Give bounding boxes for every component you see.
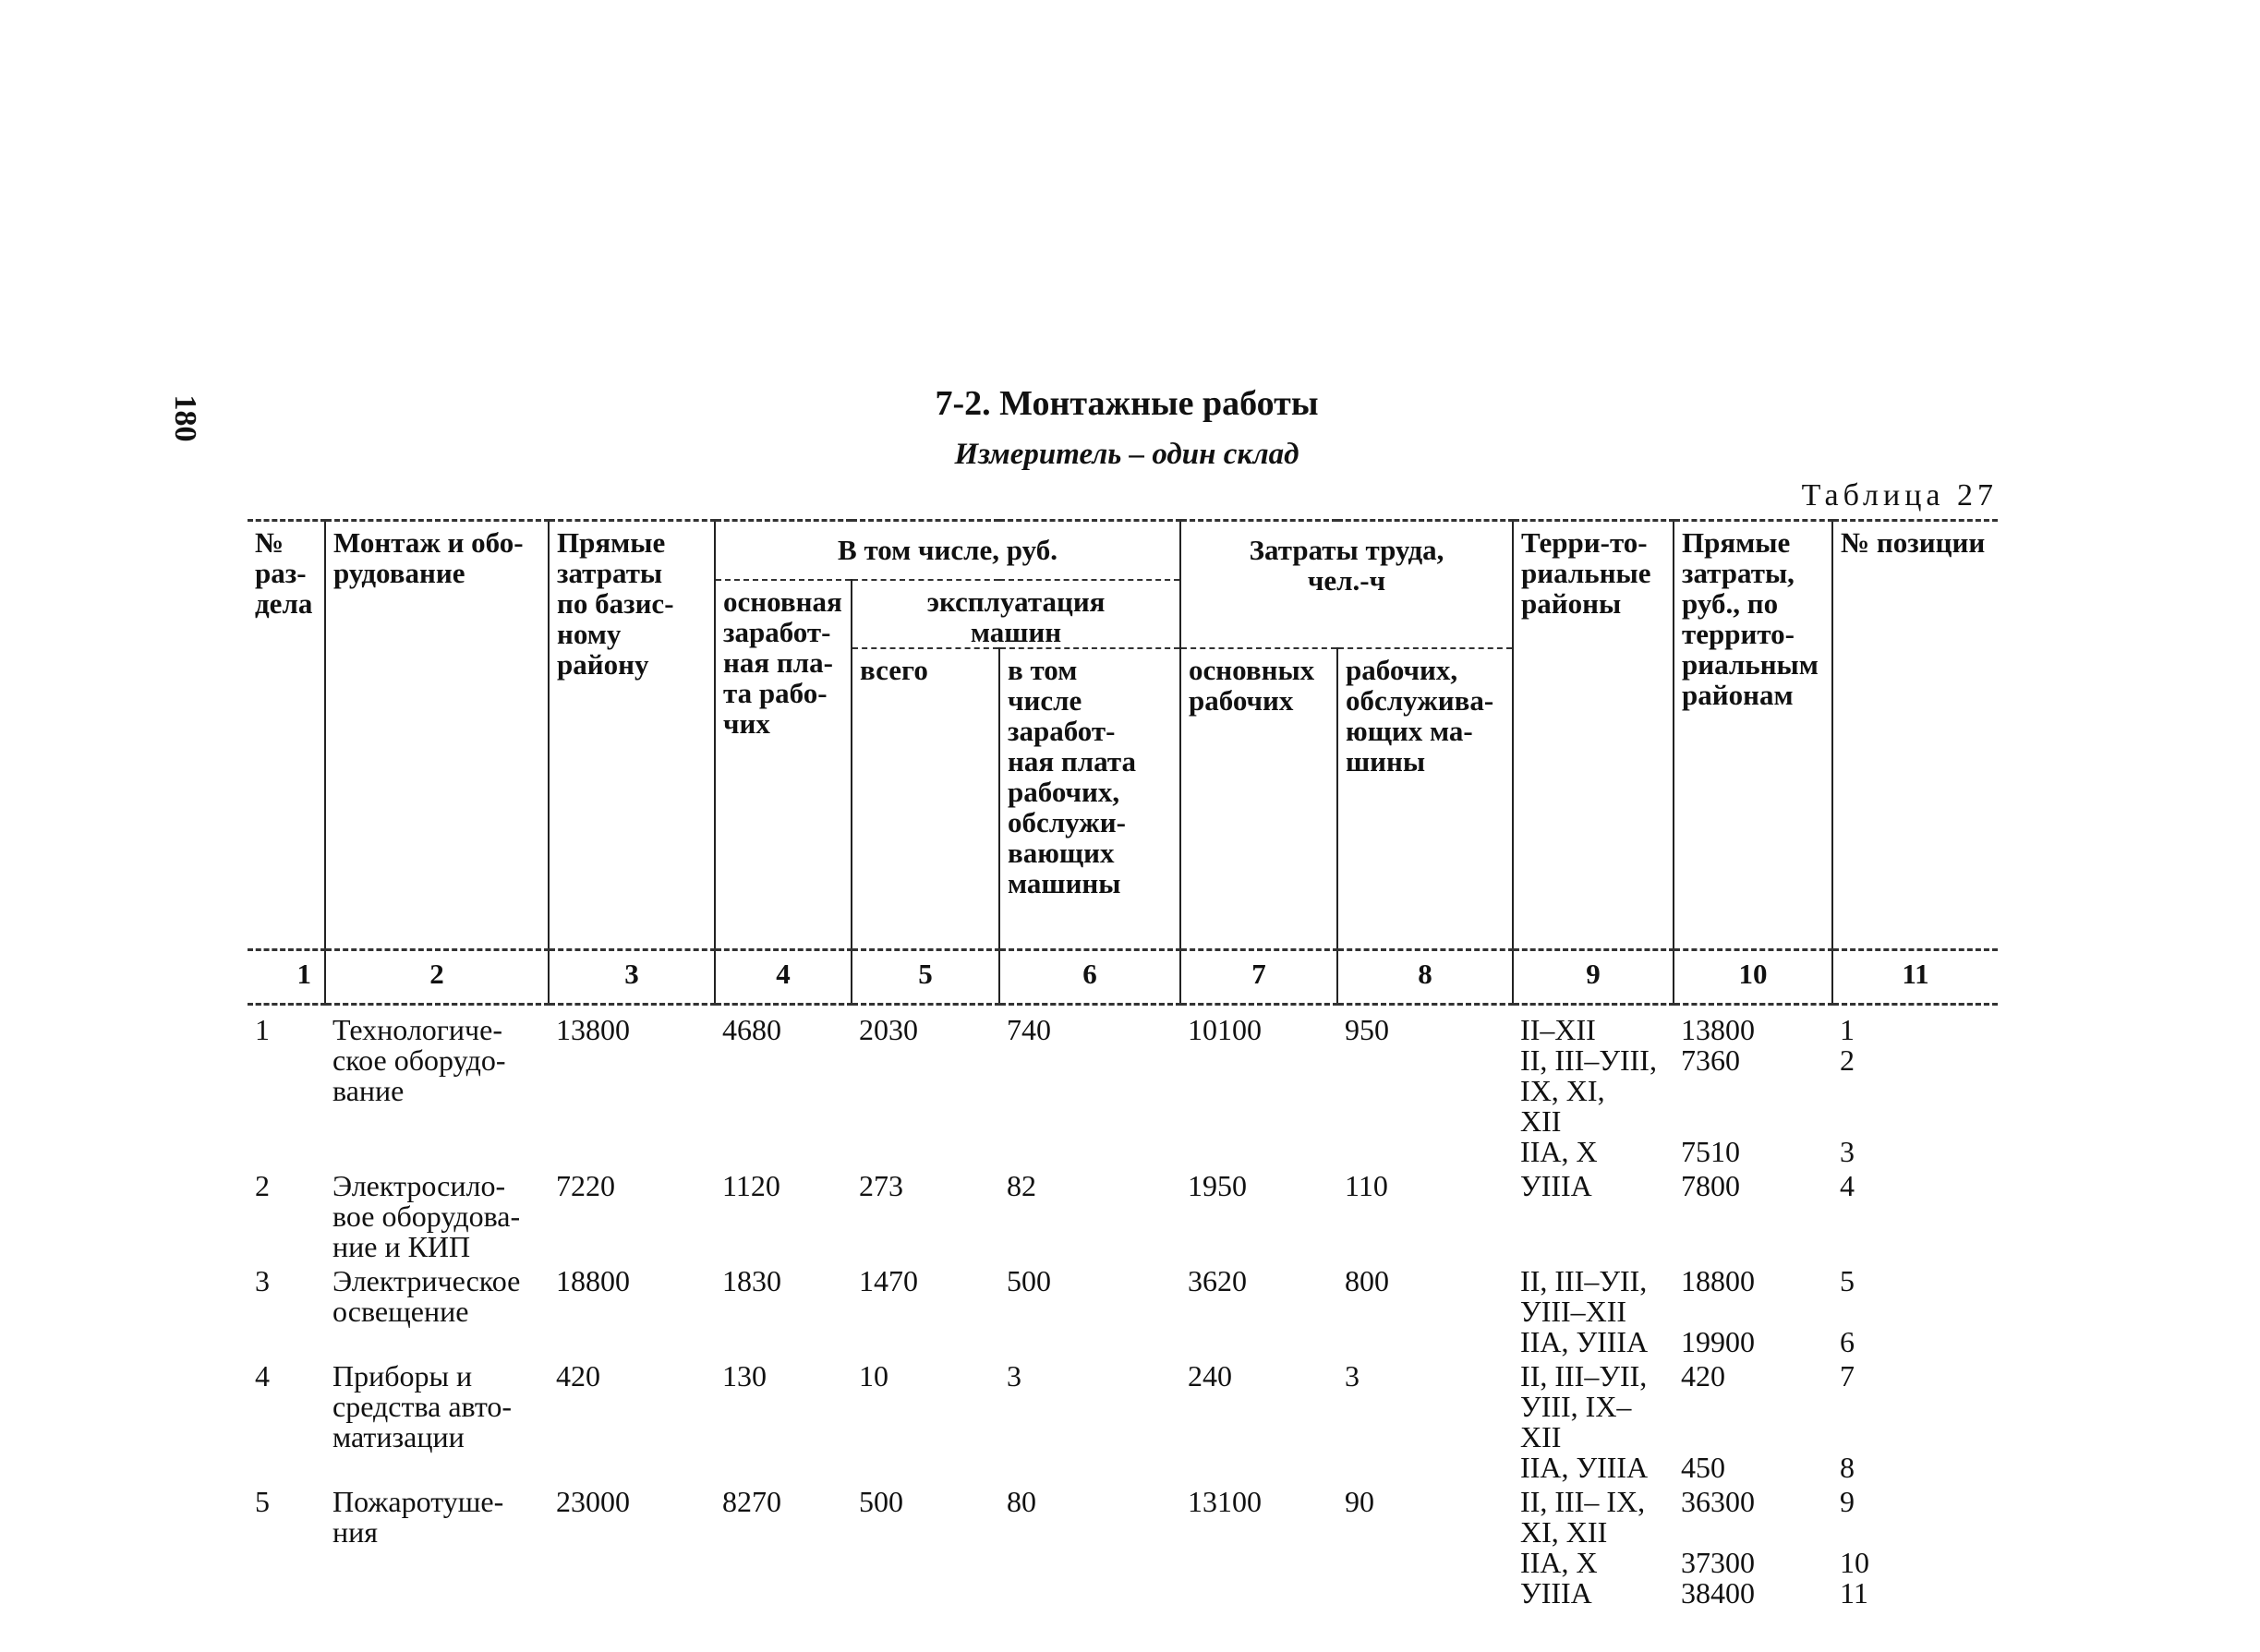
- equipment-name: Электросило- вое оборудова- ние и КИП: [332, 1169, 521, 1263]
- position-numbers: 9 10 11: [1840, 1485, 1870, 1610]
- labor-main: 1950: [1188, 1169, 1248, 1202]
- section-no: 2: [255, 1169, 270, 1202]
- column-number: 3: [549, 950, 715, 1005]
- position-numbers: 5 6: [1840, 1264, 1855, 1358]
- header-position-no: № позиции: [1832, 521, 1998, 950]
- machines-wage: 740: [1007, 1013, 1051, 1046]
- header-labor-main: основных рабочих: [1180, 648, 1337, 950]
- equipment-name: Приборы и средства авто- матизации: [332, 1359, 513, 1453]
- regional-costs: 36300 37300 38400: [1681, 1485, 1756, 1610]
- regions: II, III–УII, УIII, IX– XII IIА, УIIIА: [1520, 1359, 1649, 1484]
- base-wage: 8270: [722, 1485, 781, 1518]
- header-labor-machine-workers: рабочих, обслужива- ющих ма- шины: [1337, 648, 1513, 950]
- machines-total: 1470: [859, 1264, 918, 1297]
- regional-costs: 420 450: [1681, 1359, 1726, 1484]
- labor-main: 3620: [1188, 1264, 1248, 1297]
- header-machines-total: всего: [852, 648, 999, 950]
- regional-costs: 13800 7360 7510: [1681, 1013, 1756, 1168]
- labor-machine-workers: 90: [1345, 1485, 1375, 1518]
- labor-main: 13100: [1188, 1485, 1263, 1518]
- section-title: 7-2. Монтажные работы: [935, 384, 1319, 423]
- header-equipment: Монтаж и обо- рудование: [325, 521, 549, 950]
- header-section-no: № раз- дела: [248, 521, 325, 950]
- section-no: 4: [255, 1359, 270, 1393]
- column-number: 4: [715, 950, 852, 1005]
- regions: II, III–УII, УIII–XII IIА, УIIIА: [1520, 1264, 1649, 1358]
- table-body: [248, 1005, 1998, 1610]
- regional-costs: 7800: [1681, 1169, 1741, 1202]
- table-row: [248, 1357, 1998, 1483]
- labor-machine-workers: 800: [1345, 1264, 1390, 1297]
- column-number: 9: [1513, 950, 1674, 1005]
- equipment-name: Пожаротуше- ния: [332, 1485, 504, 1549]
- table-header: [248, 521, 1998, 1005]
- regional-costs: 18800 19900: [1681, 1264, 1756, 1358]
- regions: II–XII II, III–УIII, IX, XI, XII IIА, X: [1520, 1013, 1657, 1168]
- machines-total: 2030: [859, 1013, 918, 1046]
- position-numbers: 7 8: [1840, 1359, 1855, 1484]
- section-no: 3: [255, 1264, 270, 1297]
- labor-machine-workers: 3: [1345, 1359, 1360, 1393]
- regions: УIIIА: [1520, 1169, 1592, 1202]
- labor-machine-workers: 950: [1345, 1013, 1390, 1046]
- column-number: 2: [325, 950, 549, 1005]
- header-regions: Терри-то- риальные районы: [1513, 521, 1674, 950]
- machines-total: 10: [859, 1359, 888, 1393]
- equipment-name: Технологиче- ское оборудо- вание: [332, 1013, 506, 1107]
- machines-total: 500: [859, 1485, 903, 1518]
- machines-wage: 500: [1007, 1264, 1051, 1297]
- machines-total: 273: [859, 1169, 903, 1202]
- header-group-labor: Затраты труда, чел.-ч: [1180, 521, 1513, 648]
- direct-costs-base: 23000: [556, 1485, 630, 1518]
- section-no: 5: [255, 1485, 270, 1518]
- position-numbers: 4: [1840, 1169, 1855, 1202]
- header-base-wage: основная заработ- ная пла- та рабо- чих: [715, 580, 852, 950]
- table-row: [248, 1005, 1998, 1168]
- table-label: Таблица 27: [1801, 478, 1998, 512]
- base-wage: 130: [722, 1359, 767, 1393]
- base-wage: 1830: [722, 1264, 781, 1297]
- direct-costs-base: 18800: [556, 1264, 630, 1297]
- column-number: 5: [852, 950, 999, 1005]
- column-number: 8: [1337, 950, 1513, 1005]
- labor-main: 10100: [1188, 1013, 1263, 1046]
- column-number: 11: [1832, 950, 1998, 1005]
- direct-costs-base: 420: [556, 1359, 600, 1393]
- position-numbers: 1 2 3: [1840, 1013, 1855, 1168]
- direct-costs-base: 7220: [556, 1169, 615, 1202]
- machines-wage: 82: [1007, 1169, 1036, 1202]
- column-number: 7: [1180, 950, 1337, 1005]
- machines-wage: 3: [1007, 1359, 1021, 1393]
- header-direct-costs-base: Прямые затраты по базис- ному району: [549, 521, 715, 950]
- direct-costs-base: 13800: [556, 1013, 630, 1046]
- column-number: 10: [1674, 950, 1832, 1005]
- page-number: 180: [168, 394, 202, 442]
- regions: II, III– IX, XI, XII IIА, X УIIIА: [1520, 1485, 1646, 1610]
- column-number: 1: [248, 950, 325, 1005]
- column-number-row: [248, 950, 1998, 1005]
- header-direct-costs-regions: Прямые затраты, руб., по террито- риальным районам: [1674, 521, 1832, 950]
- labor-main: 240: [1188, 1359, 1233, 1393]
- base-wage: 1120: [722, 1169, 780, 1202]
- table-row: [248, 1167, 1998, 1262]
- base-wage: 4680: [722, 1013, 781, 1046]
- table-row: [248, 1262, 1998, 1357]
- header-group-machines: эксплуатация машин: [852, 580, 1180, 648]
- equipment-name: Электрическое освещение: [332, 1264, 521, 1328]
- labor-machine-workers: 110: [1345, 1169, 1388, 1202]
- measure-unit: Измеритель – один склад: [954, 438, 1299, 471]
- column-number: 6: [999, 950, 1180, 1005]
- header-machines-wage: в том числе заработ- ная плата рабочих, обслужи- вающих машины: [999, 648, 1180, 950]
- section-no: 1: [255, 1013, 270, 1046]
- header-group-money: В том числе, руб.: [715, 521, 1180, 580]
- table-row: [248, 1483, 1998, 1609]
- cost-table: [248, 519, 1998, 1609]
- machines-wage: 80: [1007, 1485, 1036, 1518]
